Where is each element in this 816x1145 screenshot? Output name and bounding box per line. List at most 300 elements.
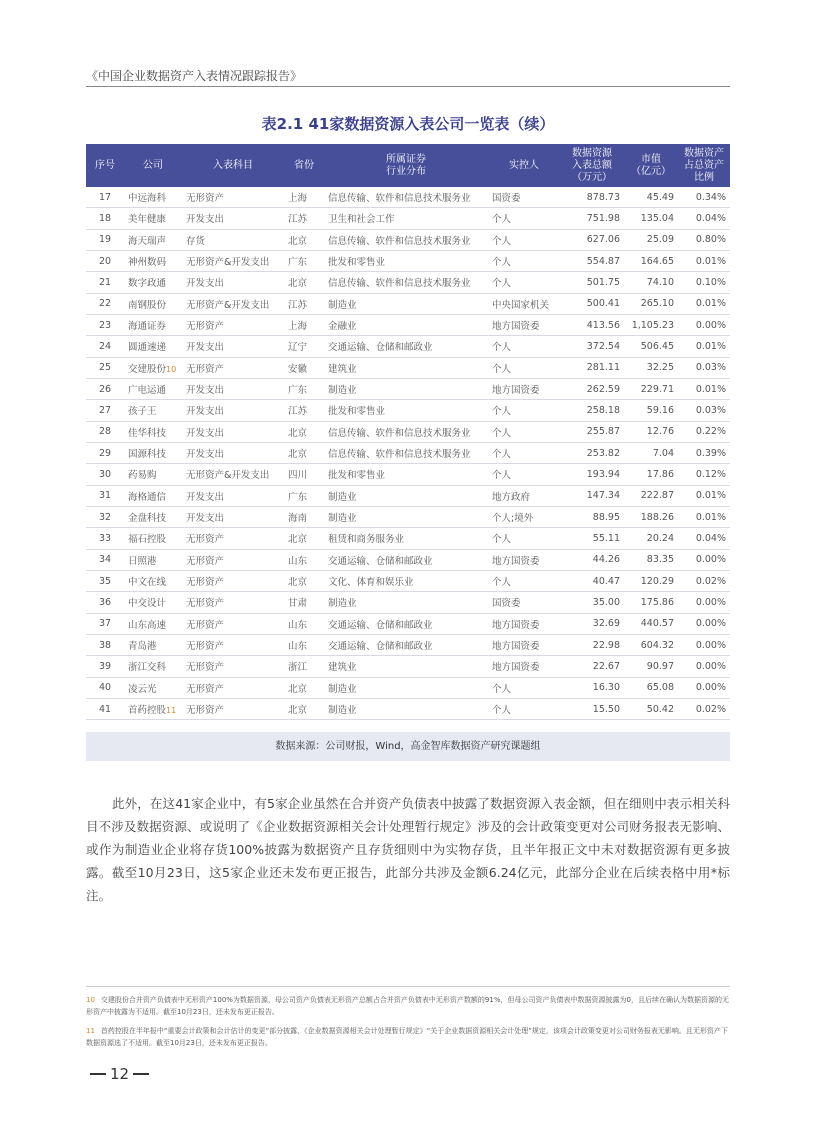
cell-cap — [624, 656, 678, 677]
cell-controller — [488, 250, 560, 271]
cell-province-text: 北京 — [288, 235, 308, 247]
cell-company — [124, 677, 182, 698]
cell-no — [86, 229, 124, 250]
header-col-controller: 实控人 — [488, 144, 560, 187]
cell-company — [124, 549, 182, 570]
cell-no-text: 25 — [98, 362, 112, 374]
cell-controller-text: 个人 — [492, 235, 512, 247]
cell-controller — [488, 677, 560, 698]
cell-amount-text: 88.95 — [592, 511, 620, 523]
cell-subject — [182, 208, 284, 229]
cell-company-text: 美年健康 — [128, 214, 167, 226]
cell-subject — [182, 293, 284, 314]
table-title: 表2.1 41家数据资源入表公司一览表（续） — [261, 115, 555, 133]
cell-amount-text: 258.18 — [586, 404, 620, 416]
cell-ratio-text: 0.02% — [695, 703, 726, 715]
cell-no — [86, 314, 124, 335]
cell-province — [284, 613, 324, 634]
cell-amount-text: 281.11 — [586, 362, 620, 374]
cell-industry — [324, 634, 488, 655]
cell-industry-text: 信息传输、软件和信息技术服务业 — [328, 235, 471, 247]
cell-cap — [624, 314, 678, 335]
cell-controller — [488, 656, 560, 677]
cell-company-text: 孩子王 — [128, 406, 157, 418]
cell-province — [284, 272, 324, 293]
cell-industry-text: 制造业 — [328, 299, 357, 311]
cell-industry — [324, 272, 488, 293]
cell-subject-text: 无形资产 — [186, 555, 225, 567]
cell-subject-text: 无形资产&开发支出 — [186, 470, 270, 482]
cell-industry — [324, 208, 488, 229]
cell-cap — [624, 549, 678, 570]
cell-controller — [488, 378, 560, 399]
header-col-subject: 入表科目 — [182, 144, 284, 187]
cell-amount-text: 554.87 — [586, 255, 620, 267]
cell-ratio-text: 0.04% — [695, 212, 726, 224]
cell-ratio — [678, 378, 730, 399]
cell-controller — [488, 400, 560, 421]
cell-no — [86, 677, 124, 698]
cell-no — [86, 464, 124, 485]
cell-industry-text: 信息传输、软件和信息技术服务业 — [328, 193, 471, 205]
cell-controller-text: 中央国家机关 — [492, 299, 550, 311]
cell-subject-text: 开发支出 — [186, 427, 225, 439]
footnote-marker: 11 — [166, 706, 177, 716]
table-row — [86, 400, 730, 421]
cell-amount — [560, 378, 624, 399]
cell-subject — [182, 506, 284, 527]
cell-company — [124, 464, 182, 485]
cell-no — [86, 549, 124, 570]
cell-subject-text: 开发支出 — [186, 406, 225, 418]
cell-no-text: 36 — [98, 596, 112, 608]
cell-no-text: 33 — [98, 532, 112, 544]
cell-company-text: 中文在线 — [128, 577, 167, 589]
cell-no — [86, 357, 124, 378]
cell-province-text: 广东 — [288, 385, 308, 397]
cell-industry-text: 信息传输、软件和信息技术服务业 — [328, 278, 471, 290]
cell-ratio — [678, 229, 730, 250]
cell-controller-text: 个人 — [492, 214, 512, 226]
cell-no — [86, 421, 124, 442]
cell-controller-text: 个人 — [492, 705, 512, 717]
cell-controller-text: 地方国资委 — [492, 641, 540, 653]
cell-industry — [324, 613, 488, 634]
page-number — [86, 1065, 153, 1083]
cell-cap — [624, 378, 678, 399]
cell-amount — [560, 698, 624, 719]
cell-industry — [324, 250, 488, 271]
cell-no-text: 39 — [98, 660, 112, 672]
cell-no-text: 21 — [98, 276, 112, 288]
cell-industry-text: 文化、体育和娱乐业 — [328, 577, 414, 589]
cell-cap-text: 135.04 — [640, 212, 674, 224]
cell-ratio-text: 0.00% — [695, 660, 726, 672]
cell-no-text: 34 — [98, 554, 112, 566]
cell-industry-text: 建筑业 — [328, 662, 357, 674]
cell-amount — [560, 549, 624, 570]
cell-ratio — [678, 677, 730, 698]
cell-company — [124, 592, 182, 613]
cell-subject — [182, 187, 284, 208]
cell-industry-text: 制造业 — [328, 513, 357, 525]
cell-controller-text: 个人 — [492, 683, 512, 695]
cell-industry — [324, 570, 488, 591]
cell-cap — [624, 229, 678, 250]
cell-ratio-text: 0.00% — [695, 596, 726, 608]
table-row — [86, 272, 730, 293]
cell-amount-text: 262.59 — [586, 383, 620, 395]
table-row — [86, 336, 730, 357]
cell-ratio — [678, 570, 730, 591]
table-row — [86, 464, 730, 485]
cell-ratio-text: 0.00% — [695, 682, 726, 694]
cell-cap-text: 222.87 — [640, 490, 674, 502]
cell-amount-text: 55.11 — [592, 532, 620, 544]
cell-cap-text: 164.65 — [640, 255, 674, 267]
cell-province — [284, 187, 324, 208]
cell-no — [86, 400, 124, 421]
cell-industry-text: 金融业 — [328, 321, 357, 333]
cell-ratio — [678, 506, 730, 527]
cell-industry — [324, 421, 488, 442]
page-dash-right — [133, 1073, 149, 1075]
cell-province-text: 海南 — [288, 513, 308, 525]
cell-controller-text: 个人 — [492, 342, 512, 354]
cell-amount-text: 751.98 — [586, 212, 620, 224]
cell-cap — [624, 592, 678, 613]
cell-controller-text: 个人 — [492, 449, 512, 461]
cell-amount — [560, 272, 624, 293]
cell-controller-text: 地方政府 — [492, 491, 531, 503]
cell-no-text: 32 — [98, 511, 112, 523]
cell-controller — [488, 528, 560, 549]
cell-company-text: 山东高速 — [128, 619, 167, 631]
table-header-row — [86, 144, 730, 187]
cell-no — [86, 485, 124, 506]
cell-company — [124, 250, 182, 271]
cell-ratio — [678, 656, 730, 677]
cell-no-text: 40 — [98, 682, 112, 694]
cell-company-text: 神州数码 — [128, 257, 167, 269]
cell-controller — [488, 570, 560, 591]
cell-province — [284, 229, 324, 250]
cell-amount-text: 32.69 — [592, 618, 620, 630]
cell-no — [86, 378, 124, 399]
cell-province — [284, 506, 324, 527]
cell-ratio-text: 0.34% — [695, 191, 726, 203]
cell-subject-text: 无形资产 — [186, 662, 225, 674]
cell-amount — [560, 336, 624, 357]
cell-province-text: 广东 — [288, 491, 308, 503]
cell-controller — [488, 272, 560, 293]
cell-cap — [624, 400, 678, 421]
cell-subject-text: 无形资产 — [186, 619, 225, 631]
footnote-marker: 10 — [166, 364, 177, 374]
cell-industry-text: 信息传输、软件和信息技术服务业 — [328, 427, 471, 439]
cell-amount-text: 35.00 — [592, 596, 620, 608]
table-row — [86, 187, 730, 208]
cell-industry — [324, 357, 488, 378]
cell-company — [124, 400, 182, 421]
cell-controller — [488, 464, 560, 485]
cell-company — [124, 293, 182, 314]
cell-cap-text: 65.08 — [646, 682, 674, 694]
cell-no — [86, 570, 124, 591]
cell-amount — [560, 357, 624, 378]
cell-company-text: 交建股份 — [128, 363, 167, 375]
cell-subject — [182, 442, 284, 463]
cell-subject — [182, 336, 284, 357]
table-row — [86, 549, 730, 570]
cell-industry — [324, 528, 488, 549]
cell-ratio — [678, 485, 730, 506]
cell-company-text: 福石控股 — [128, 534, 167, 546]
cell-subject — [182, 656, 284, 677]
cell-subject — [182, 400, 284, 421]
cell-amount-text: 44.26 — [592, 554, 620, 566]
cell-no — [86, 528, 124, 549]
cell-industry-text: 批发和零售业 — [328, 257, 386, 269]
cell-amount-text: 500.41 — [586, 298, 620, 310]
cell-subject — [182, 677, 284, 698]
cell-province — [284, 293, 324, 314]
cell-province-text: 上海 — [288, 193, 308, 205]
table-row — [86, 421, 730, 442]
cell-amount — [560, 314, 624, 335]
cell-cap — [624, 442, 678, 463]
cell-no-text: 19 — [98, 234, 112, 246]
cell-amount — [560, 464, 624, 485]
cell-controller — [488, 208, 560, 229]
footnote-number: 10 — [86, 996, 95, 1004]
cell-subject — [182, 485, 284, 506]
cell-cap — [624, 272, 678, 293]
cell-subject-text: 无形资产 — [186, 598, 225, 610]
table-row — [86, 229, 730, 250]
cell-cap-text: 440.57 — [640, 618, 674, 630]
cell-no — [86, 336, 124, 357]
cell-amount — [560, 229, 624, 250]
cell-controller — [488, 293, 560, 314]
cell-ratio — [678, 549, 730, 570]
cell-province-text: 四川 — [288, 470, 308, 482]
cell-province-text: 北京 — [288, 449, 308, 461]
cell-province — [284, 592, 324, 613]
cell-no — [86, 442, 124, 463]
cell-controller — [488, 336, 560, 357]
cell-cap — [624, 613, 678, 634]
cell-no-text: 18 — [98, 212, 112, 224]
table-row — [86, 698, 730, 719]
cell-industry-text: 建筑业 — [328, 363, 357, 375]
cell-amount-text: 501.75 — [586, 276, 620, 288]
cell-controller-text: 个人 — [492, 363, 512, 375]
cell-cap — [624, 336, 678, 357]
cell-amount-text: 22.67 — [592, 660, 620, 672]
cell-province — [284, 314, 324, 335]
cell-ratio-text: 0.22% — [695, 426, 726, 438]
cell-no-text: 23 — [98, 319, 112, 331]
cell-company — [124, 187, 182, 208]
cell-subject-text: 无形资产 — [186, 363, 225, 375]
cell-no — [86, 592, 124, 613]
cell-province — [284, 464, 324, 485]
cell-province-text: 山东 — [288, 555, 308, 567]
cell-ratio — [678, 442, 730, 463]
cell-no-text: 30 — [98, 468, 112, 480]
cell-amount — [560, 656, 624, 677]
cell-industry — [324, 229, 488, 250]
table-row — [86, 378, 730, 399]
cell-subject-text: 无形资产 — [186, 577, 225, 589]
cell-no — [86, 208, 124, 229]
cell-company — [124, 314, 182, 335]
cell-controller-text: 地方国资委 — [492, 321, 540, 333]
cell-subject — [182, 421, 284, 442]
cell-company-text: 金盘科技 — [128, 513, 167, 525]
cell-amount — [560, 187, 624, 208]
cell-amount — [560, 634, 624, 655]
cell-ratio-text: 0.00% — [695, 618, 726, 630]
cell-ratio-text: 0.02% — [695, 575, 726, 587]
cell-company-text: 国源科技 — [128, 449, 167, 461]
cell-subject — [182, 250, 284, 271]
header-col-company: 公司 — [124, 144, 182, 187]
cell-province — [284, 485, 324, 506]
cell-province — [284, 570, 324, 591]
cell-province — [284, 528, 324, 549]
cell-province-text: 山东 — [288, 641, 308, 653]
cell-controller — [488, 229, 560, 250]
footnote-text: 首药控股在半年报中“重要会计政策和会计估计的变更”部分披露，《企业数据资源相关会计处理暂行规定》“关于企业数据资源相关会计处理”规定，该项会计政策变更对公司财务报表无影响。且无形资产下数据资源选了不适用。截至10月23日，还未发布更正报告。 — [86, 1027, 728, 1047]
cell-company — [124, 229, 182, 250]
cell-subject-text: 无形资产 — [186, 641, 225, 653]
cell-industry-text: 批发和零售业 — [328, 470, 386, 482]
cell-ratio — [678, 357, 730, 378]
cell-cap-text: 506.45 — [640, 340, 674, 352]
table-row — [86, 250, 730, 271]
cell-industry — [324, 656, 488, 677]
cell-industry-text: 卫生和社会工作 — [328, 214, 395, 226]
cell-ratio — [678, 293, 730, 314]
cell-amount — [560, 506, 624, 527]
header-col-province: 省份 — [284, 144, 324, 187]
cell-subject-text: 开发支出 — [186, 385, 225, 397]
cell-subject-text: 存货 — [186, 235, 206, 247]
cell-ratio — [678, 528, 730, 549]
cell-no — [86, 506, 124, 527]
cell-company — [124, 698, 182, 719]
table-row — [86, 677, 730, 698]
cell-ratio-text: 0.01% — [695, 490, 726, 502]
cell-amount-text: 255.87 — [586, 426, 620, 438]
cell-province-text: 北京 — [288, 534, 308, 546]
cell-cap-text: 188.26 — [640, 511, 674, 523]
cell-controller-text: 个人 — [492, 406, 512, 418]
table-row — [86, 485, 730, 506]
cell-cap-text: 74.10 — [646, 276, 674, 288]
cell-ratio-text: 0.01% — [695, 298, 726, 310]
cell-controller-text: 国资委 — [492, 598, 521, 610]
cell-industry — [324, 378, 488, 399]
cell-controller-text: 个人 — [492, 534, 512, 546]
table-row — [86, 314, 730, 335]
cell-subject-text: 开发支出 — [186, 278, 225, 290]
table-row — [86, 570, 730, 591]
cell-amount — [560, 677, 624, 698]
cell-industry — [324, 549, 488, 570]
cell-amount — [560, 613, 624, 634]
cell-controller-text: 地方国资委 — [492, 662, 540, 674]
cell-ratio — [678, 250, 730, 271]
footnote-number: 11 — [86, 1027, 95, 1035]
table-row — [86, 634, 730, 655]
cell-ratio-text: 0.01% — [695, 383, 726, 395]
cell-province — [284, 656, 324, 677]
cell-amount-text: 40.47 — [592, 575, 620, 587]
cell-subject-text: 开发支出 — [186, 214, 225, 226]
cell-company-text: 中交设计 — [128, 598, 167, 610]
cell-ratio — [678, 314, 730, 335]
cell-company-text: 南钢股份 — [128, 299, 167, 311]
cell-province-text: 北京 — [288, 427, 308, 439]
cell-province — [284, 400, 324, 421]
cell-amount-text: 372.54 — [586, 340, 620, 352]
cell-province-text: 北京 — [288, 683, 308, 695]
cell-province-text: 江苏 — [288, 299, 308, 311]
cell-no-text: 38 — [98, 639, 112, 651]
footnote-10 — [86, 994, 730, 1018]
cell-industry — [324, 592, 488, 613]
cell-subject-text: 无形资产&开发支出 — [186, 299, 270, 311]
cell-subject-text: 无形资产 — [186, 705, 225, 717]
cell-industry — [324, 485, 488, 506]
cell-industry — [324, 336, 488, 357]
cell-company-text: 数字政通 — [128, 278, 167, 290]
cell-province-text: 北京 — [288, 705, 308, 717]
cell-amount-text: 193.94 — [586, 468, 620, 480]
cell-amount — [560, 592, 624, 613]
cell-industry — [324, 293, 488, 314]
company-table — [86, 144, 730, 720]
cell-cap — [624, 421, 678, 442]
cell-industry — [324, 314, 488, 335]
cell-no — [86, 656, 124, 677]
cell-ratio — [678, 698, 730, 719]
cell-amount — [560, 421, 624, 442]
cell-no — [86, 698, 124, 719]
cell-province-text: 江苏 — [288, 214, 308, 226]
cell-no-text: 26 — [98, 383, 112, 395]
cell-company-text: 药易购 — [128, 470, 157, 482]
footnote-11 — [86, 1025, 730, 1049]
cell-subject — [182, 570, 284, 591]
cell-cap — [624, 485, 678, 506]
cell-industry — [324, 442, 488, 463]
cell-cap — [624, 208, 678, 229]
cell-industry-text: 交通运输、仓储和邮政业 — [328, 342, 433, 354]
footnote-text: 交建股份合并资产负债表中无形资产100%为数据资源，母公司资产负债表无形资产总额占合并资产负债表中无形资产数额的91%，但母公司资产负债表中数据资源披露为0，且后续在确认为数据资源的无形资产中披露为不适用。截至10月23日，还未发布更正报告。 — [86, 996, 729, 1016]
cell-ratio — [678, 400, 730, 421]
table-row — [86, 357, 730, 378]
cell-subject-text: 开发支出 — [186, 491, 225, 503]
cell-industry — [324, 698, 488, 719]
cell-province — [284, 634, 324, 655]
table-row — [86, 442, 730, 463]
cell-company — [124, 634, 182, 655]
cell-company — [124, 570, 182, 591]
